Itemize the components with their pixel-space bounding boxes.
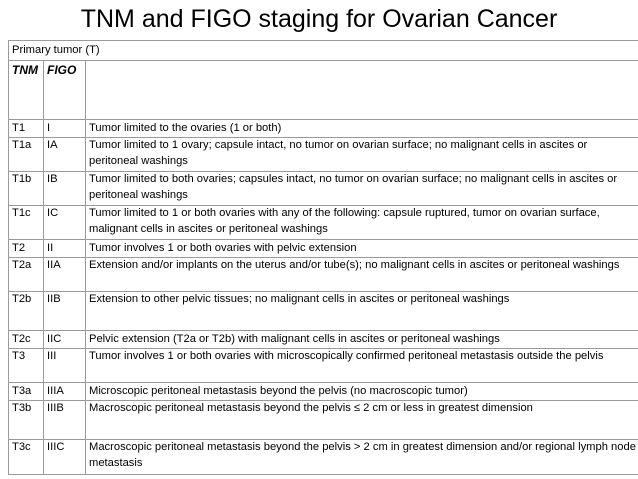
- description-cell: Extension and/or implants on the uterus and/or tube(s); no malignant cells in ascites or peritoneal washings: [86, 258, 638, 292]
- description-cell: Macroscopic peritoneal metastasis beyond the pelvis ≤ 2 cm or less in greatest dimension: [86, 401, 638, 440]
- description-cell: Tumor limited to 1 or both ovaries with any of the following: capsule ruptured, tumor on ovarian surface, malignant cells in ascites or peritoneal washings: [86, 206, 638, 240]
- description-cell: Macroscopic peritoneal metastasis beyond the pelvis > 2 cm in greatest dimension and/or regional lymph node metastasis: [86, 440, 638, 475]
- figo-column-header: FIGO: [44, 61, 86, 120]
- table-row: [9, 240, 638, 258]
- tnm-cell: T2: [9, 240, 44, 258]
- column-header-row: [9, 61, 638, 120]
- figo-cell: II: [44, 240, 86, 258]
- tnm-cell: T2b: [9, 292, 44, 331]
- table-row: [9, 292, 638, 331]
- tnm-cell: T3b: [9, 401, 44, 440]
- figo-cell: IIIC: [44, 440, 86, 475]
- figo-cell: IIIA: [44, 383, 86, 401]
- figo-cell: I: [44, 120, 86, 138]
- tnm-cell: T1: [9, 120, 44, 138]
- description-cell: Tumor involves 1 or both ovaries with pelvic extension: [86, 240, 638, 258]
- figo-cell: IIB: [44, 292, 86, 331]
- table-row: [9, 172, 638, 206]
- figo-cell: IIA: [44, 258, 86, 292]
- table-row: [9, 383, 638, 401]
- description-cell: Tumor limited to 1 ovary; capsule intact, no tumor on ovarian surface; no malignant cells in ascites or peritoneal washings: [86, 138, 638, 172]
- tnm-cell: T3a: [9, 383, 44, 401]
- description-cell: Tumor limited to both ovaries; capsules intact, no tumor on ovarian surface; no malignant cells in ascites or peritoneal washings: [86, 172, 638, 206]
- description-cell: Extension to other pelvic tissues; no malignant cells in ascites or peritoneal washings: [86, 292, 638, 331]
- tnm-cell: T1b: [9, 172, 44, 206]
- tnm-cell: T3c: [9, 440, 44, 475]
- table-row: [9, 331, 638, 349]
- table-row: [9, 258, 638, 292]
- section-label: Primary tumor (T): [9, 41, 638, 61]
- table-row: [9, 206, 638, 240]
- description-cell: Tumor involves 1 or both ovaries with microscopically confirmed peritoneal metastasis outside the pelvis: [86, 349, 638, 383]
- tnm-cell: T1c: [9, 206, 44, 240]
- table-row: [9, 349, 638, 383]
- tnm-cell: T2a: [9, 258, 44, 292]
- description-cell: Tumor limited to the ovaries (1 or both): [86, 120, 638, 138]
- table-row: [9, 138, 638, 172]
- description-column-header: [86, 61, 638, 120]
- figo-cell: IIIB: [44, 401, 86, 440]
- figo-cell: IB: [44, 172, 86, 206]
- figo-cell: IIC: [44, 331, 86, 349]
- table-row: [9, 120, 638, 138]
- staging-table: [8, 40, 638, 475]
- description-cell: Microscopic peritoneal metastasis beyond the pelvis (no macroscopic tumor): [86, 383, 638, 401]
- figo-cell: IC: [44, 206, 86, 240]
- tnm-cell: T2c: [9, 331, 44, 349]
- tnm-cell: T1a: [9, 138, 44, 172]
- table-row: [9, 440, 638, 475]
- section-header-row: [9, 41, 638, 61]
- table-row: [9, 401, 638, 440]
- figo-cell: IA: [44, 138, 86, 172]
- tnm-cell: T3: [9, 349, 44, 383]
- page-title: TNM and FIGO staging for Ovarian Cancer: [80, 5, 558, 33]
- description-cell: Pelvic extension (T2a or T2b) with malignant cells in ascites or peritoneal washings: [86, 331, 638, 349]
- figo-cell: III: [44, 349, 86, 383]
- tnm-column-header: TNM: [9, 61, 44, 120]
